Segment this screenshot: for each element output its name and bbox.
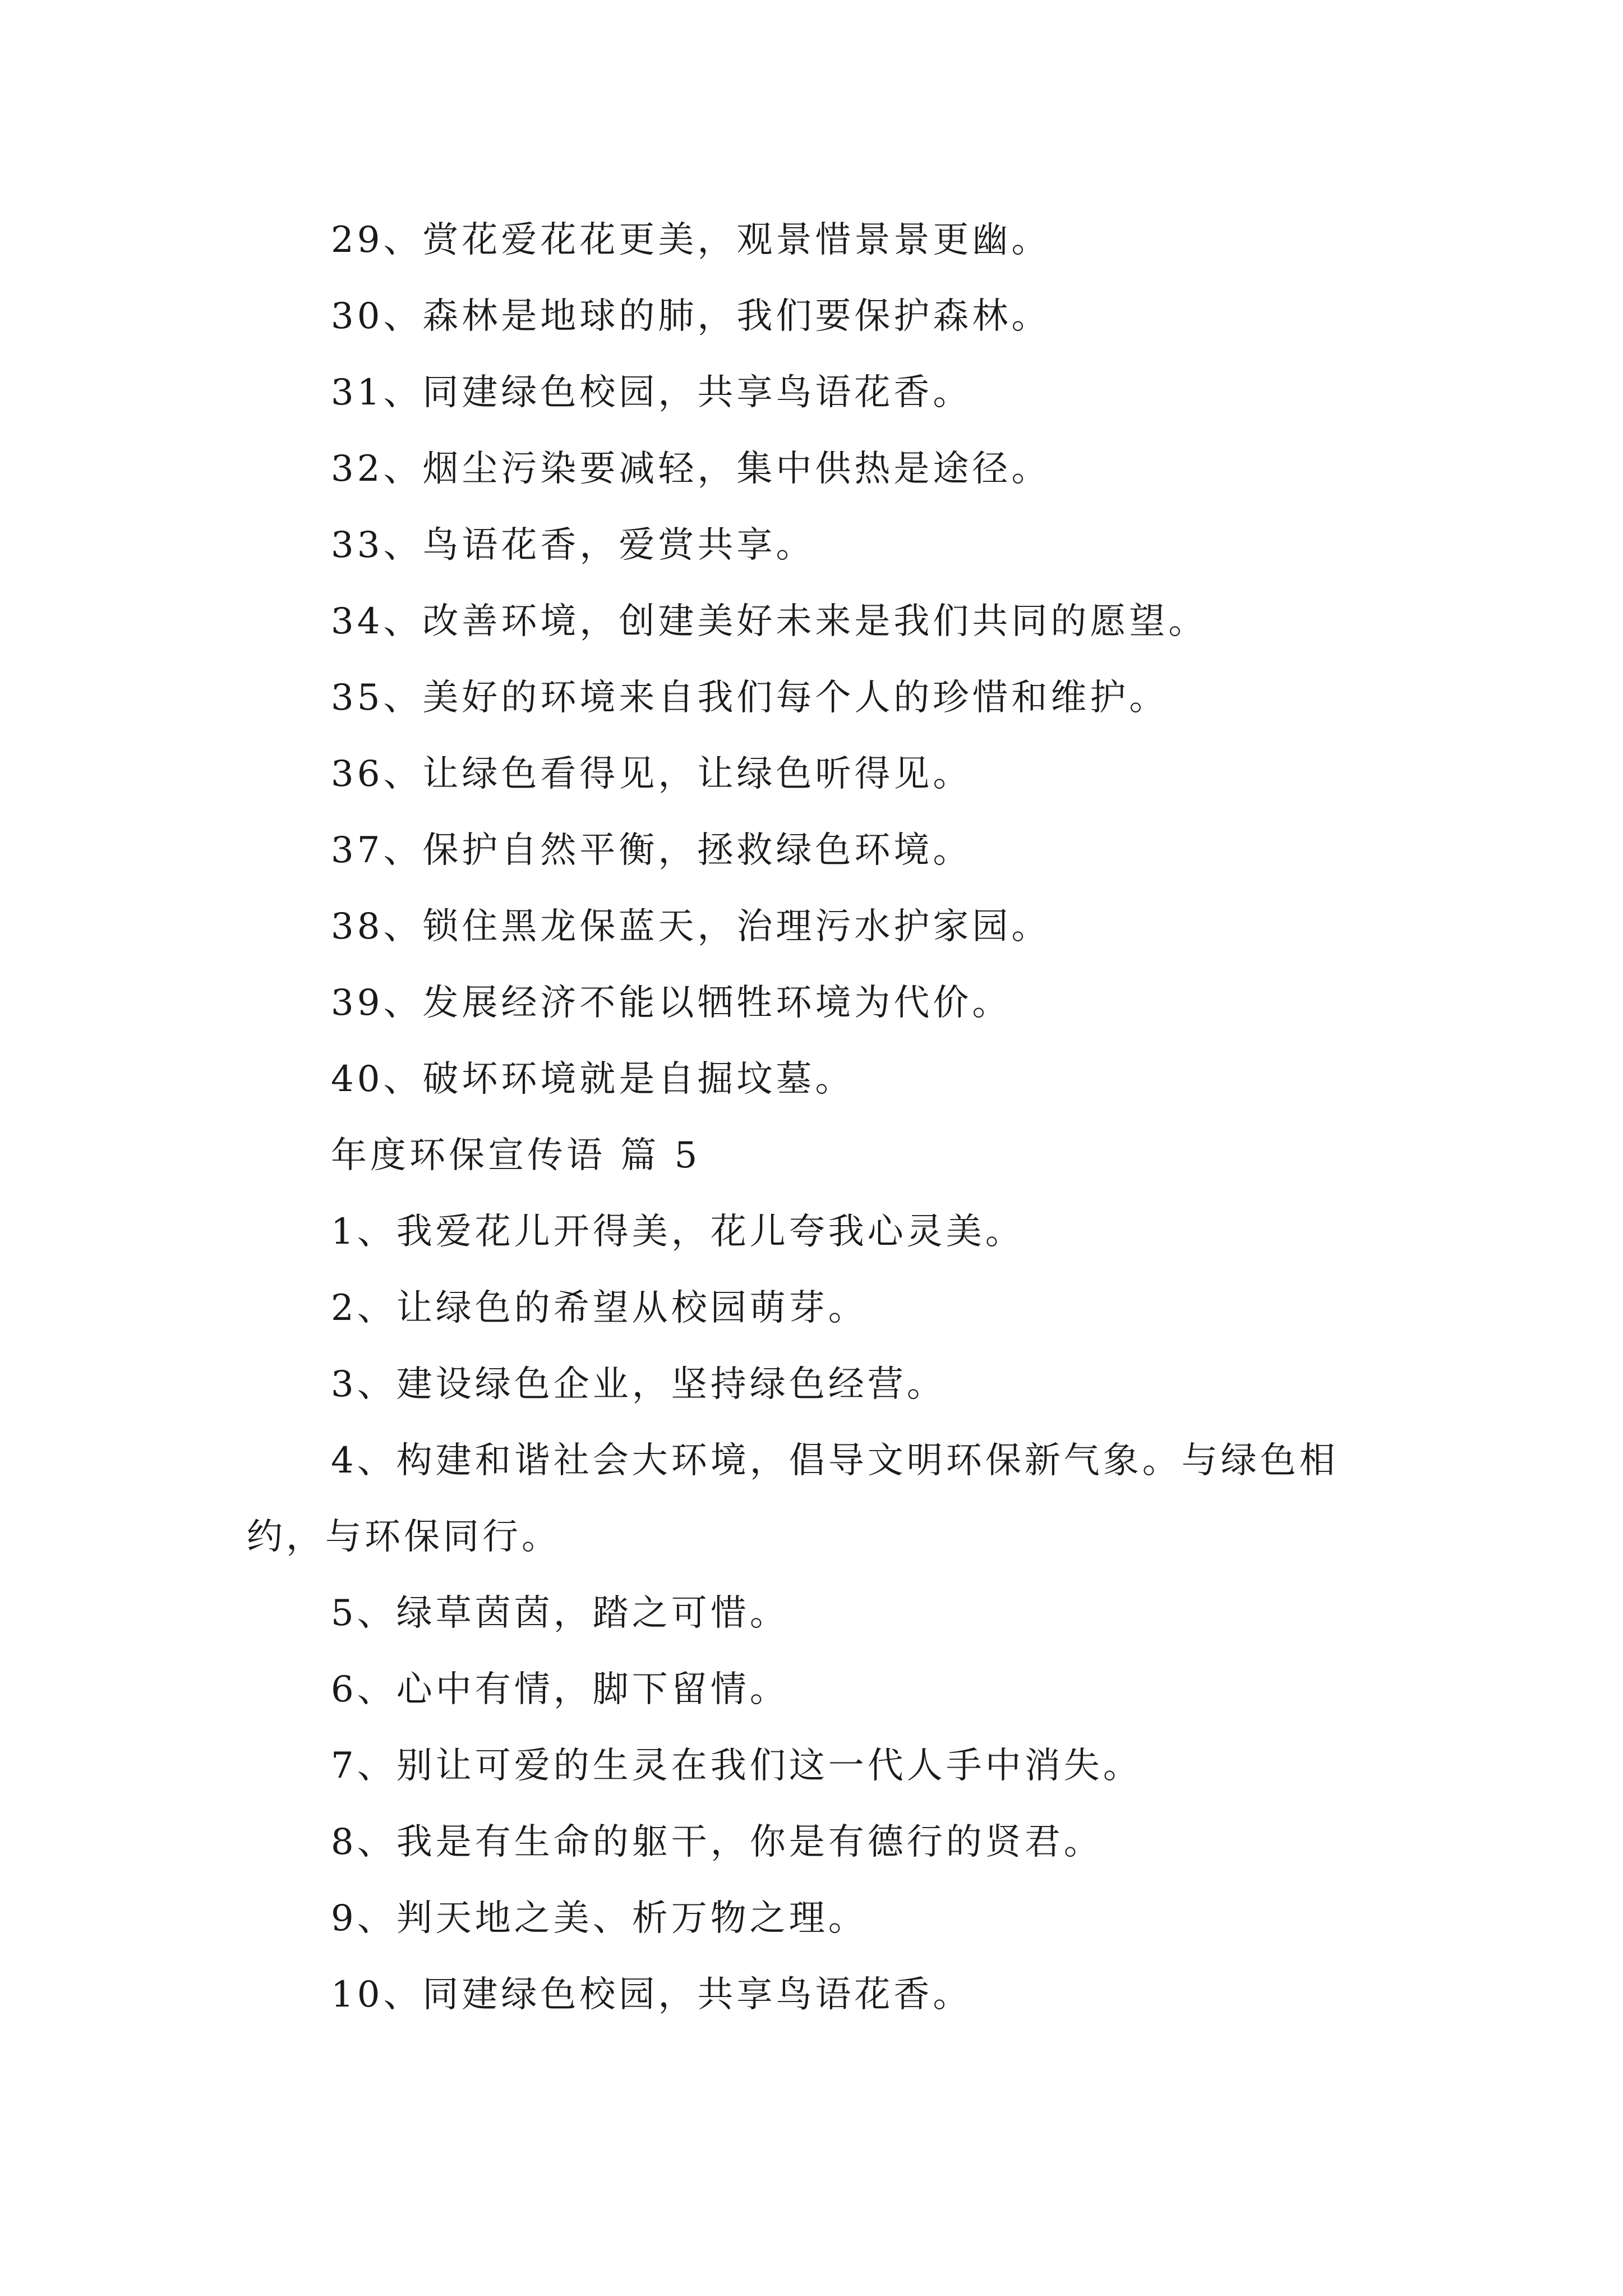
slogan-line-36: 36、让绿色看得见，让绿色听得见。 [331, 753, 972, 795]
slogan-line-2: 2、让绿色的希望从校园萌芽。 [331, 1287, 868, 1329]
slogan-line-33: 33、鸟语花香，爱赏共享。 [331, 524, 815, 566]
slogan-line-4: 4、构建和谐社会大环境，倡导文明环保新气象。与绿色相约，与环保同行。 [247, 1440, 1339, 1558]
slogan-line-31: 31、同建绿色校园，共享鸟语花香。 [331, 372, 972, 413]
document-body [247, 202, 1391, 2033]
slogan-line-9: 9、判天地之美、析万物之理。 [331, 1898, 868, 1939]
slogan-line-3: 3、建设绿色企业，坚持绿色经营。 [331, 1364, 946, 1405]
slogan-line-6: 6、心中有情，脚下留情。 [331, 1669, 789, 1710]
slogan-line-40: 40、破坏环境就是自掘坟墓。 [331, 1059, 855, 1100]
slogan-line-34: 34、改善环境，创建美好未来是我们共同的愿望。 [331, 601, 1208, 642]
slogan-line-32: 32、烟尘污染要减轻，集中供热是途径。 [331, 448, 1051, 490]
slogan-line-37: 37、保护自然平衡，拯救绿色环境。 [331, 830, 972, 871]
slogan-line-5: 5、绿草茵茵，踏之可惜。 [331, 1593, 789, 1634]
slogan-line-38: 38、锁住黑龙保蓝天，治理污水护家园。 [331, 906, 1051, 947]
slogan-line-39: 39、发展经济不能以牺牲环境为代价。 [331, 982, 1012, 1024]
slogan-line-29: 29、赏花爱花花更美，观景惜景景更幽。 [331, 219, 1051, 261]
slogan-line-1: 1、我爱花儿开得美，花儿夸我心灵美。 [331, 1211, 1025, 1253]
slogan-line-35: 35、美好的环境来自我们每个人的珍惜和维护。 [331, 677, 1169, 719]
slogan-line-10: 10、同建绿色校园，共享鸟语花香。 [331, 1974, 972, 2016]
slogan-line-8: 8、我是有生命的躯干，你是有德行的贤君。 [331, 1821, 1103, 1863]
section-heading: 年度环保宣传语 篇 5 [331, 1135, 701, 1176]
slogan-line-7: 7、别让可爱的生灵在我们这一代人手中消失。 [331, 1745, 1142, 1787]
slogan-line-30: 30、森林是地球的肺，我们要保护森林。 [331, 296, 1051, 337]
